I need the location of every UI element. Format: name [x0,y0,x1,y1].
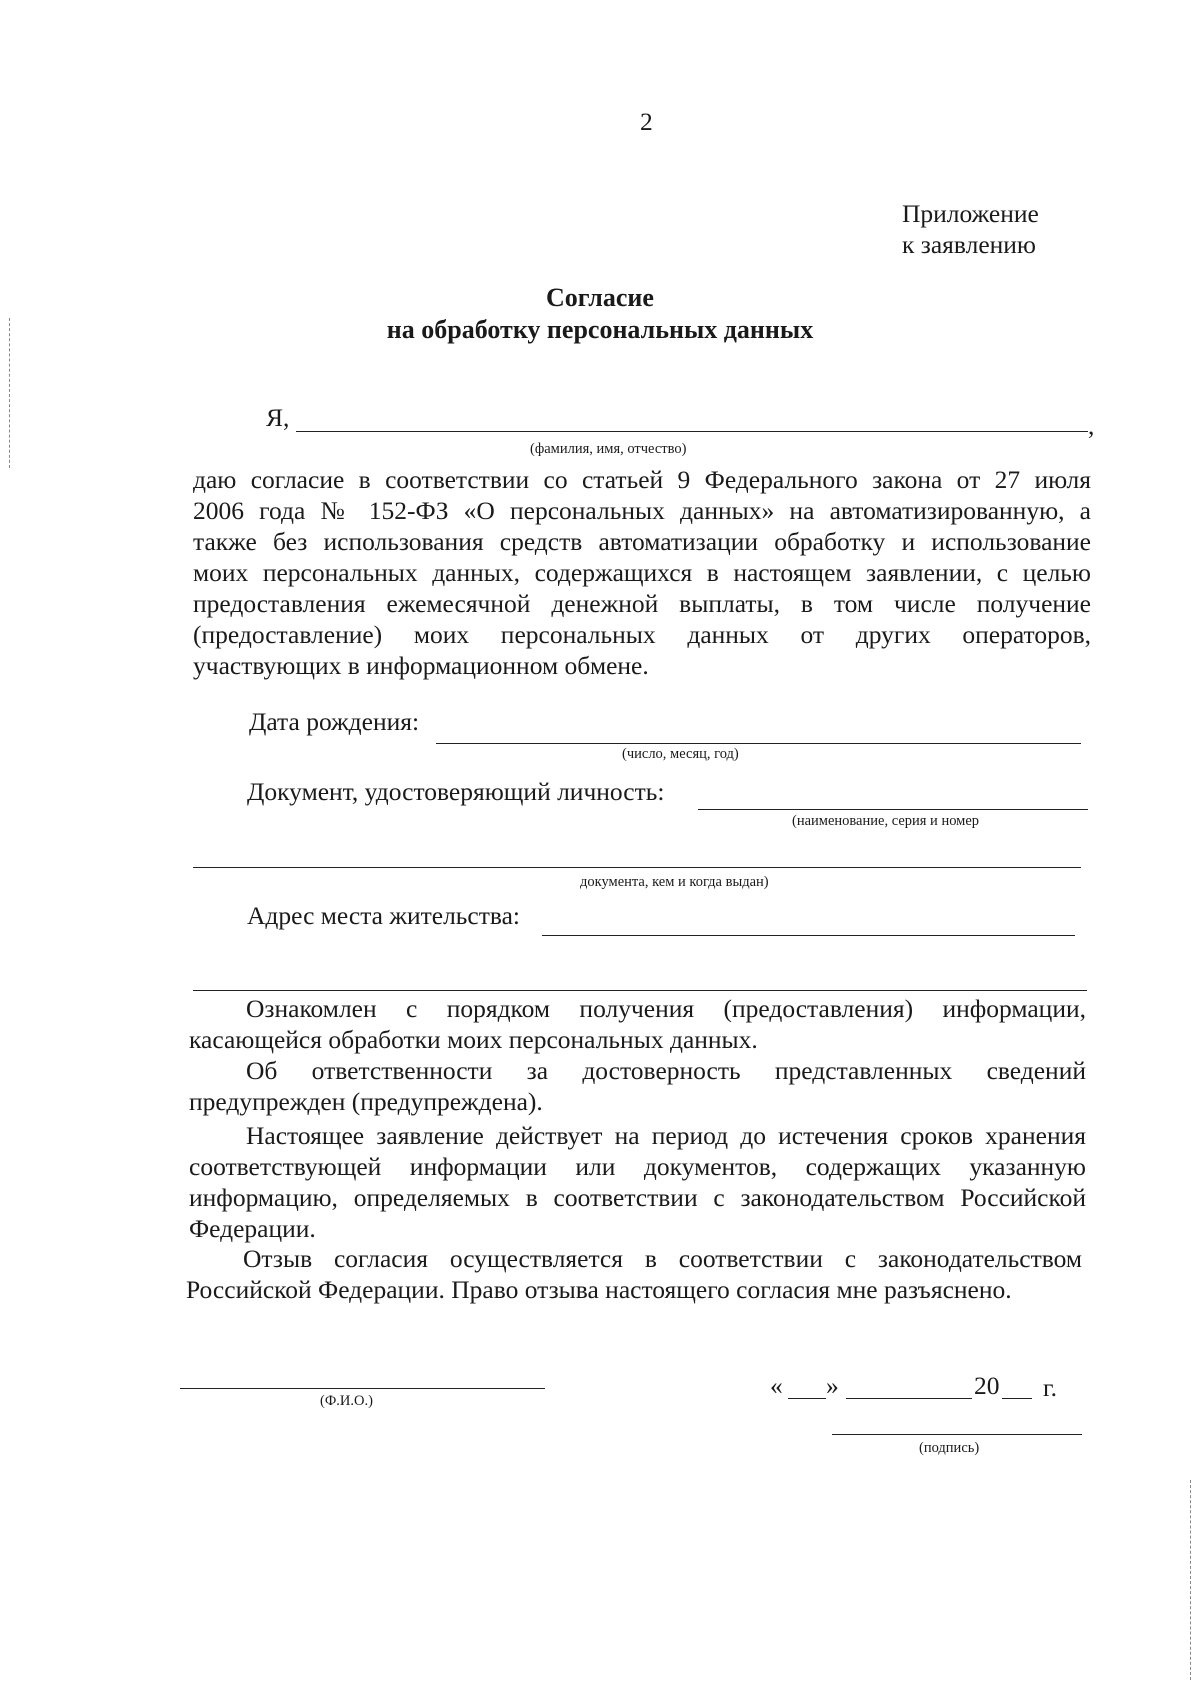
info-paragraph-2 [189,1055,1086,1117]
info-line: предупрежден (предупреждена). [189,1087,543,1116]
info-line: касающейся обработки моих персональных данных. [189,1025,758,1054]
consent-line: также без использования средств автоматизации обработку и использование [193,527,1091,556]
applicant-prefix: Я, [266,403,290,432]
info-paragraph-1 [189,993,1086,1055]
date-open-quote: « [770,1371,783,1400]
consent-line: даю согласие в соответствии со статьей 9 Федерального закона от 27 июля [193,465,1091,494]
appendix-line-1: Приложение [902,199,1039,228]
fio-line[interactable] [180,1388,545,1389]
consent-line: моих персональных данных, содержащихся в настоящем заявлении, с целью [193,558,1091,587]
signature-line[interactable] [832,1434,1082,1435]
birth-date-label: Дата рождения: [249,707,420,736]
consent-line: 2006 года № 152-ФЗ «О персональных данных» на автоматизированную, а [193,496,1091,525]
birth-date-line[interactable] [436,743,1081,744]
identity-document-line-2[interactable] [193,867,1081,868]
scan-mark-right [1190,1480,1191,1680]
info-line: Ознакомлен с порядком получения (предоставления) информации, [246,994,1086,1023]
page-number: 2 [640,107,653,136]
info-line: соответствующей информации или документов, содержащих указанную [189,1152,1086,1181]
identity-document-caption-1: (наименование, серия и номер [792,813,980,829]
consent-line: (предоставление) моих персональных данных от других операторов, [193,620,1091,649]
date-close-quote: » [826,1371,839,1400]
document-title: Согласие [546,283,654,312]
info-line: Настоящее заявление действует на период до истечения сроков хранения [246,1121,1086,1150]
appendix-line-2: к заявлению [902,230,1036,259]
identity-document-label: Документ, удостоверяющий личность: [247,777,665,806]
date-month-line[interactable] [846,1398,972,1399]
applicant-name-line[interactable] [296,431,1088,432]
consent-line: предоставления ежемесячной денежной выплаты, в том числе получение [193,589,1091,618]
info-line: Российской Федерации. Право отзыва настоящего согласия мне разъяснено. [186,1275,1012,1304]
fio-caption: (Ф.И.О.) [320,1393,373,1409]
date-year-prefix: 20 [974,1371,1000,1400]
address-line-2[interactable] [193,990,1087,991]
applicant-caption: (фамилия, имя, отчество) [530,441,687,457]
info-paragraph-3 [189,1120,1086,1244]
date-year-line[interactable] [1002,1398,1032,1399]
info-line: Отзыв согласия осуществляется в соответствии с законодательством [243,1244,1082,1273]
identity-document-caption-2: документа, кем и когда выдан) [580,874,769,890]
document-subtitle: на обработку персональных данных [386,315,814,344]
address-line-1[interactable] [542,935,1075,936]
info-line: Федерации. [189,1214,316,1243]
date-day-line[interactable] [788,1398,826,1399]
consent-line: участвующих в информационном обмене. [193,651,649,680]
info-line: информацию, определяемых в соответствии с законодательством Российской [189,1183,1086,1212]
info-paragraph-4 [186,1243,1082,1305]
applicant-suffix: , [1088,411,1095,440]
identity-document-line-1[interactable] [698,809,1088,810]
consent-paragraph [193,464,1091,681]
birth-date-caption: (число, месяц, год) [622,746,739,762]
address-label: Адрес места жительства: [247,901,520,930]
date-year-suffix: г. [1043,1373,1057,1402]
info-line: Об ответственности за достоверность представленных сведений [246,1056,1086,1085]
signature-caption: (подпись) [919,1440,980,1456]
